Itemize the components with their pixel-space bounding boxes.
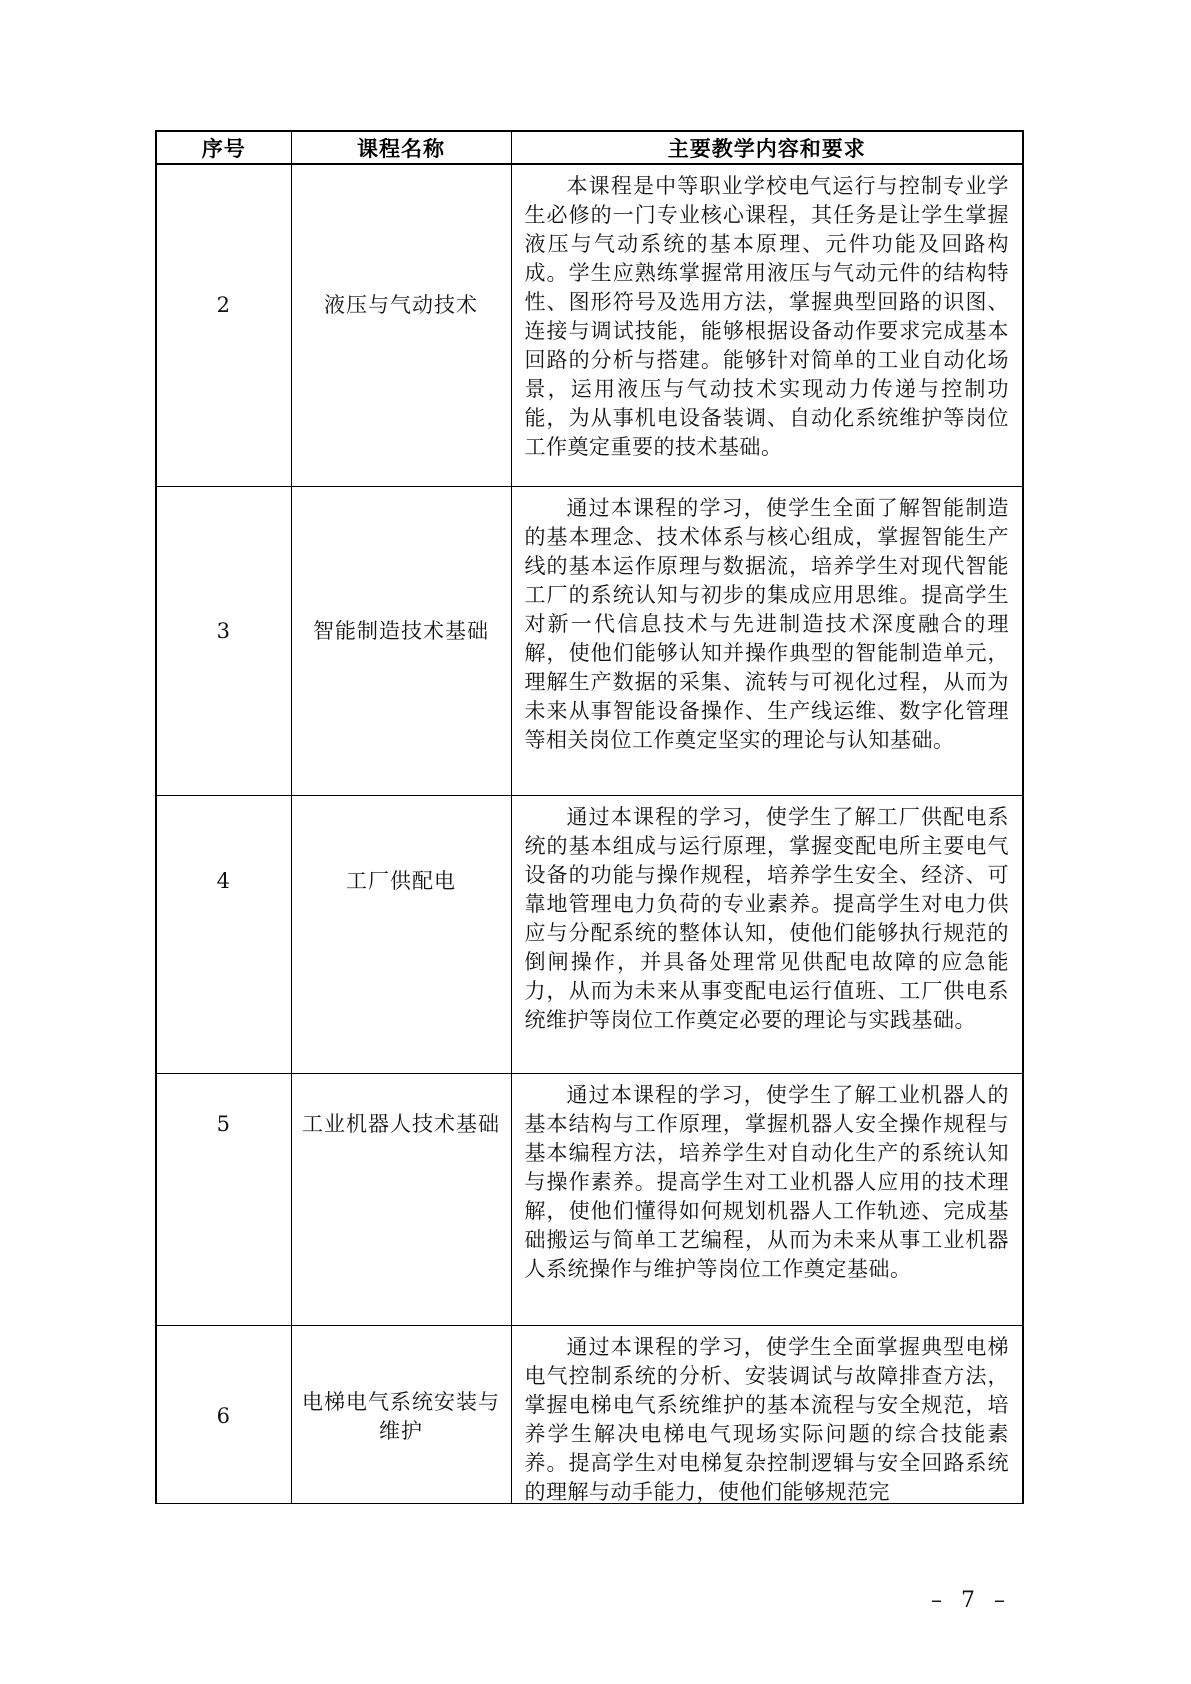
course-content-paragraph: 通过本课程的学习，使学生了解工业机器人的基本结构与工作原理，掌握机器人安全操作规程与基本编程方法，培养学生对自动化生产的系统认知与操作素养。提高学生对工业机器人应用的技术理解，使他们懂得如何规划机器人工作轨迹、完成基础搬运与简单工艺编程，从而为未来从事工业机器人系统操作与维护等岗位工作奠定基础。: [524, 1083, 1009, 1281]
cell-course-content: [511, 1326, 1023, 1504]
table-row: [156, 796, 1023, 1074]
header-cell-no: [156, 131, 291, 164]
cell-course-name: [291, 487, 511, 796]
row-number: 2: [216, 293, 231, 317]
header-label-content: 主要教学内容和要求: [667, 136, 866, 161]
course-name: 电梯电气系统安装与维护: [302, 1389, 500, 1443]
table-row: [156, 1326, 1023, 1504]
cell-course-content: [511, 487, 1023, 796]
row-number: 5: [216, 1112, 231, 1136]
course-name: 工厂供配电: [346, 869, 456, 893]
cell-course-name: [291, 1074, 511, 1326]
header-cell-content: [511, 131, 1023, 164]
course-content-paragraph: 通过本课程的学习，使学生全面了解智能制造的基本理念、技术体系与核心组成，掌握智能生产线的基本运作原理与数据流，培养学生对现代智能工厂的系统认知与初步的集成应用思维。提高学生对新一代信息技术与先进制造技术深度融合的理解，使他们能够认知并操作典型的智能制造单元，理解生产数据的采集、流转与可视化过程，从而为未来从事智能设备操作、生产线运维、数字化管理等相关岗位工作奠定坚实的理论与认知基础。: [524, 496, 1009, 752]
cell-course-content: [511, 1074, 1023, 1326]
course-content-paragraph: 通过本课程的学习，使学生了解工厂供配电系统的基本组成与运行原理，掌握变配电所主要电气设备的功能与操作规程，培养学生安全、经济、可靠地管理电力负荷的专业素养。提高学生对电力供应与分配系统的整体认知，使他们能够执行规范的倒闸操作，并具备处理常见供配电故障的应急能力，从而为未来从事变配电运行值班、工厂供电系统维护等岗位工作奠定必要的理论与实践基础。: [524, 805, 1009, 1032]
row-number: 6: [216, 1404, 231, 1428]
cell-row-number: [156, 796, 291, 1074]
header-label-course: 课程名称: [357, 136, 445, 161]
cell-row-number: [156, 164, 291, 487]
page-number-footer: – 7 –: [931, 1588, 1011, 1613]
table-row: [156, 164, 1023, 487]
row-number: 4: [216, 869, 231, 893]
course-content-paragraph: 通过本课程的学习，使学生全面掌握典型电梯电气控制系统的分析、安装调试与故障排查方法，掌握电梯电气系统维护的基本流程与安全规范，培养学生解决电梯电气现场实际问题的综合技能素养。提高学生对电梯复杂控制逻辑与安全回路系统的理解与动手能力，使他们能够规范完: [524, 1335, 1009, 1503]
cell-course-name: [291, 164, 511, 487]
course-name: 智能制造技术基础: [313, 618, 489, 643]
table-row: [156, 1074, 1023, 1326]
cell-row-number: [156, 487, 291, 796]
cell-course-content: [511, 164, 1023, 487]
course-content-paragraph: 本课程是中等职业学校电气运行与控制专业学生必修的一门专业核心课程，其任务是让学生掌握液压与气动系统的基本原理、元件功能及回路构成。学生应熟练掌握常用液压与气动元件的结构特性、图形符号及选用方法，掌握典型回路的识图、连接与调试技能，能够根据设备动作要求完成基本回路的分析与搭建。能够针对简单的工业自动化场景，运用液压与气动技术实现动力传递与控制功能，为从事机电设备装调、自动化系统维护等岗位工作奠定重要的技术基础。: [524, 174, 1009, 459]
table-header-row: [156, 131, 1023, 164]
cell-course-content: [511, 796, 1023, 1074]
row-number: 3: [216, 618, 231, 643]
cell-course-name: [291, 1326, 511, 1504]
cell-row-number: [156, 1326, 291, 1504]
course-table: [155, 130, 1024, 1504]
course-name: 工业机器人技术基础: [302, 1112, 500, 1136]
table-row: [156, 487, 1023, 796]
cell-row-number: [156, 1074, 291, 1326]
header-label-no: 序号: [201, 136, 246, 161]
course-name: 液压与气动技术: [324, 293, 478, 317]
header-cell-course: [291, 131, 511, 164]
cell-course-name: [291, 796, 511, 1074]
